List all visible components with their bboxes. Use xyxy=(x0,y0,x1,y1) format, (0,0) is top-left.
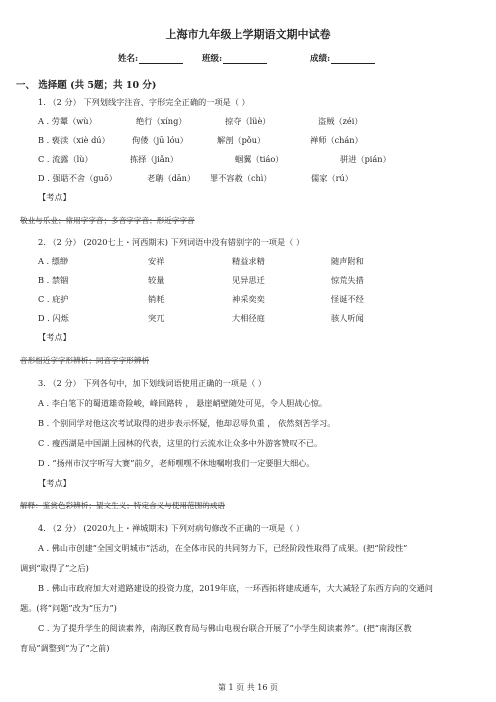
q1-knowledge-tag: 【考点】 xyxy=(38,192,71,202)
q4-option-a-line2: 调到“取得了”之后) xyxy=(20,563,89,573)
q2-knowledge-tag: 【考点】 xyxy=(38,332,71,342)
q1-option-b-3: 解剖（pǒu） xyxy=(217,135,266,145)
name-label: 姓名: xyxy=(118,54,139,64)
q2-option-b-3: 见异思迁 xyxy=(232,275,265,285)
q2-option-a-3: 精益求精 xyxy=(232,256,265,266)
q1-option-c-4: 骈进（pián） xyxy=(340,154,391,164)
q2-option-c-3: 神采奕奕 xyxy=(232,294,265,304)
q1-option-c-1: C . 流露（lù） xyxy=(38,154,93,164)
q4-option-b-line1: B . 佛山市政府加大对道路建设的投资力度，2019年底，一环西拓将建成通车，大大减轻了东西方向的交通问 xyxy=(38,583,433,593)
q1-option-b-1: B . 亵渎（xiè dú） xyxy=(38,135,110,145)
q1-option-c-3: 蝈翼（tiáo） xyxy=(235,154,284,164)
class-label: 班级: xyxy=(202,54,223,64)
q1-option-d-3: 罪不容赦（chì） xyxy=(210,173,272,183)
q4-option-c-line1: C . 为了提升学生的阅读素养，南海区教育局与佛山电视台联合开展了“小学生阅读素养”。(把“南海区教 xyxy=(38,623,412,633)
q2-knowledge-points xyxy=(20,355,149,366)
q2-option-c-4: 怪诞不经 xyxy=(331,294,364,304)
q3-stem: 3. （2 分） 下列各句中，加下划线词语使用正确的一项是（ ） xyxy=(38,378,267,388)
page-footer: 第 1 页 共 16 页 xyxy=(218,683,278,692)
q3-option-d: D . “扬州市汉字听写大赛”前夕，老师嘿嘿不休地嘱咐我们一定要胆大细心。 xyxy=(38,458,315,468)
score-label: 成绩: xyxy=(310,54,331,64)
q1-option-d-1: D . 强聒不舍（guō） xyxy=(38,173,117,183)
q2-option-d-4: 骇人听闻 xyxy=(331,313,364,323)
q1-knowledge-text: 敬业与乐业；常用字字音；多音字字音；形近字字音 xyxy=(20,216,195,225)
q1-option-a-4: 盗贼（zéi） xyxy=(318,116,363,126)
q2-option-d-2: 突兀 xyxy=(148,313,165,323)
class-blank xyxy=(223,55,267,64)
q3-knowledge-tag: 【考点】 xyxy=(38,478,71,488)
q2-knowledge-text: 音形相近字字形辨析；同音字字形辨析 xyxy=(20,356,150,365)
q1-option-b-2: 佝偻（jū lóu） xyxy=(132,135,188,145)
q1-option-d-2: 老聃（dān） xyxy=(147,173,196,183)
q4-option-c-line2: 育局”调整到“为了”之前) xyxy=(20,643,110,653)
q1-option-b-4: 禅师（chán） xyxy=(310,135,363,145)
q1-option-a-1: A . 劳颦（wù） xyxy=(38,116,97,126)
q3-option-b: B . 个别同学对他这次考试取得的进步表示怀疑，他却忍辱负重 ， 依然刻苦学习。 xyxy=(38,418,336,428)
q2-option-b-1: B . 禁锢 xyxy=(38,275,69,285)
q1-option-d-4: 儒家（rú） xyxy=(311,173,353,183)
q1-option-a-2: 绝行（xíng） xyxy=(136,116,187,126)
class-field xyxy=(202,52,267,64)
score-field xyxy=(310,52,375,64)
q2-option-d-3: 大相径庭 xyxy=(232,313,265,323)
q1-stem: 1. （2 分） 下列划线字注音、字形完全正确的一项是（ ） xyxy=(38,97,250,107)
q4-option-b-line2: 题。(将“问题”改为“压力”) xyxy=(20,603,117,613)
q3-option-c: C . 瘦西湖是中国湖上园林的代表，这里的行云流水让众多中外游客赞叹不已。 xyxy=(38,438,323,448)
q1-option-a-3: 掠夺（lüè） xyxy=(225,116,271,126)
section-heading: 一、 选择题 (共 5题；共 10 分) xyxy=(16,80,157,91)
page-title: 上海市九年级上学期语文期中试卷 xyxy=(165,28,331,41)
q4-option-a-line1: A . 佛山市创建“全国文明城市”活动，在全体市民的共同努力下，已经阶段性取得了成果。(把“阶段性” xyxy=(38,543,408,553)
name-field xyxy=(118,52,183,64)
q2-option-a-2: 安祥 xyxy=(148,256,165,266)
q2-stem: 2. （2 分） (2020七上・河西期末) 下列词语中没有错别字的一项是（ ） xyxy=(38,237,305,247)
q2-option-a-1: A . 缥缈 xyxy=(38,256,69,266)
q3-knowledge-points xyxy=(20,500,225,511)
q2-option-c-1: C . 庇护 xyxy=(38,294,69,304)
q2-option-d-1: D . 闪烁 xyxy=(38,313,69,323)
q2-option-c-2: 销耗 xyxy=(148,294,165,304)
q2-option-b-2: 较量 xyxy=(148,275,165,285)
q1-knowledge-points xyxy=(20,215,195,226)
q3-option-a: A . 李白笔下的蜀道雄奇险峻，峰回路转 ， 悬崖峭壁随处可见，令人胆战心惊。 xyxy=(38,398,328,408)
q4-stem: 4. （2 分） (2020九上・禅城期末) 下列对病句修改不正确的一项是（ ） xyxy=(38,523,305,533)
score-blank xyxy=(331,55,375,64)
name-blank xyxy=(139,55,183,64)
q1-option-c-2: 拣择（jiǎn） xyxy=(130,154,179,164)
q2-option-a-4: 随声附和 xyxy=(331,256,364,266)
q3-knowledge-text: 解释：鉴赏色彩辨析；望文生义；特定含义与使用范围的成语 xyxy=(20,501,226,510)
q2-option-b-4: 惊荒失措 xyxy=(331,275,364,285)
